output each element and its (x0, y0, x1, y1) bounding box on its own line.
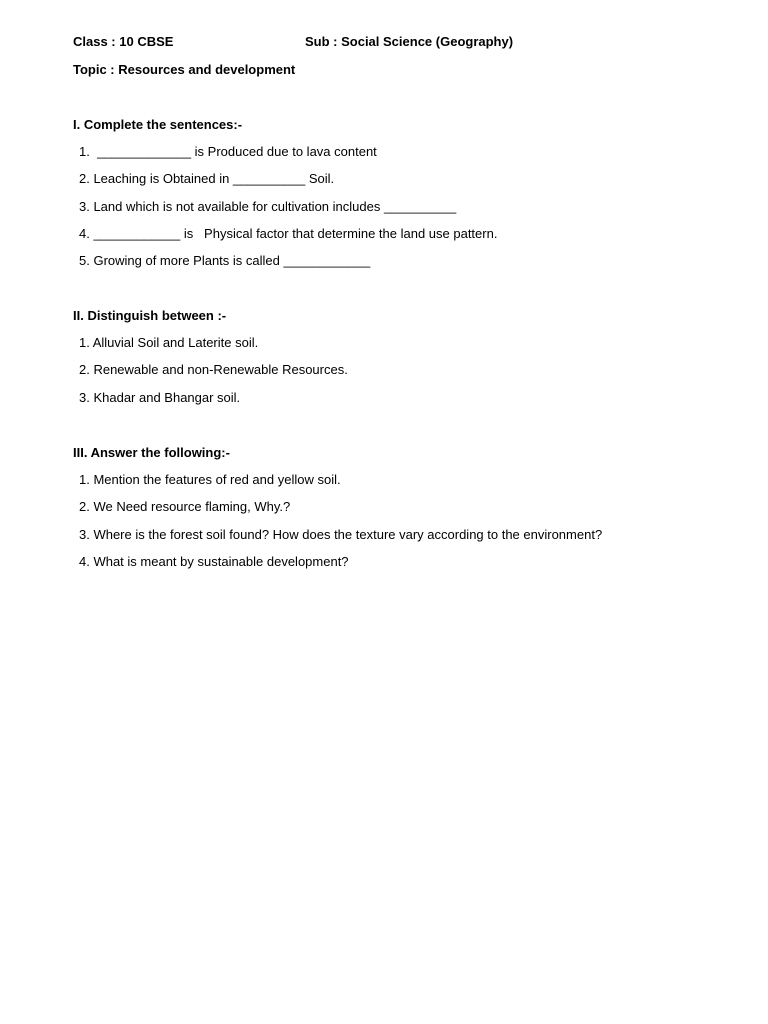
subject-label: Sub : Social Science (Geography) (305, 34, 514, 49)
section-1-heading: I. Complete the sentences:- (73, 117, 243, 132)
topic-label: Topic : Resources and development (73, 62, 296, 77)
section-2-heading: II. Distinguish between :- (73, 308, 227, 323)
section-1-item-3: 3. Land which is not available for cultivation includes __________ (79, 199, 457, 214)
section-3-item-3: 3. Where is the forest soil found? How does the texture vary according to the environment? (79, 527, 603, 542)
section-2-item-1: 1. Alluvial Soil and Laterite soil. (79, 335, 259, 350)
section-1-item-2: 2. Leaching is Obtained in __________ Soil. (79, 171, 335, 186)
section-1-item-4: 4. ____________ is Physical factor that determine the land use pattern. (79, 226, 498, 241)
class-label: Class : 10 CBSE (73, 34, 174, 49)
section-3-heading: III. Answer the following:- (73, 445, 230, 460)
section-1-item-1: 1. _____________ is Produced due to lava content (79, 144, 377, 159)
section-3-item-2: 2. We Need resource flaming, Why.? (79, 499, 291, 514)
section-2-item-3: 3. Khadar and Bhangar soil. (79, 390, 241, 405)
section-3-item-4: 4. What is meant by sustainable development? (79, 554, 349, 569)
section-1-item-5: 5. Growing of more Plants is called ____________ (79, 253, 371, 268)
section-2-item-2: 2. Renewable and non-Renewable Resources. (79, 362, 348, 377)
section-3-item-1: 1. Mention the features of red and yellow soil. (79, 472, 341, 487)
